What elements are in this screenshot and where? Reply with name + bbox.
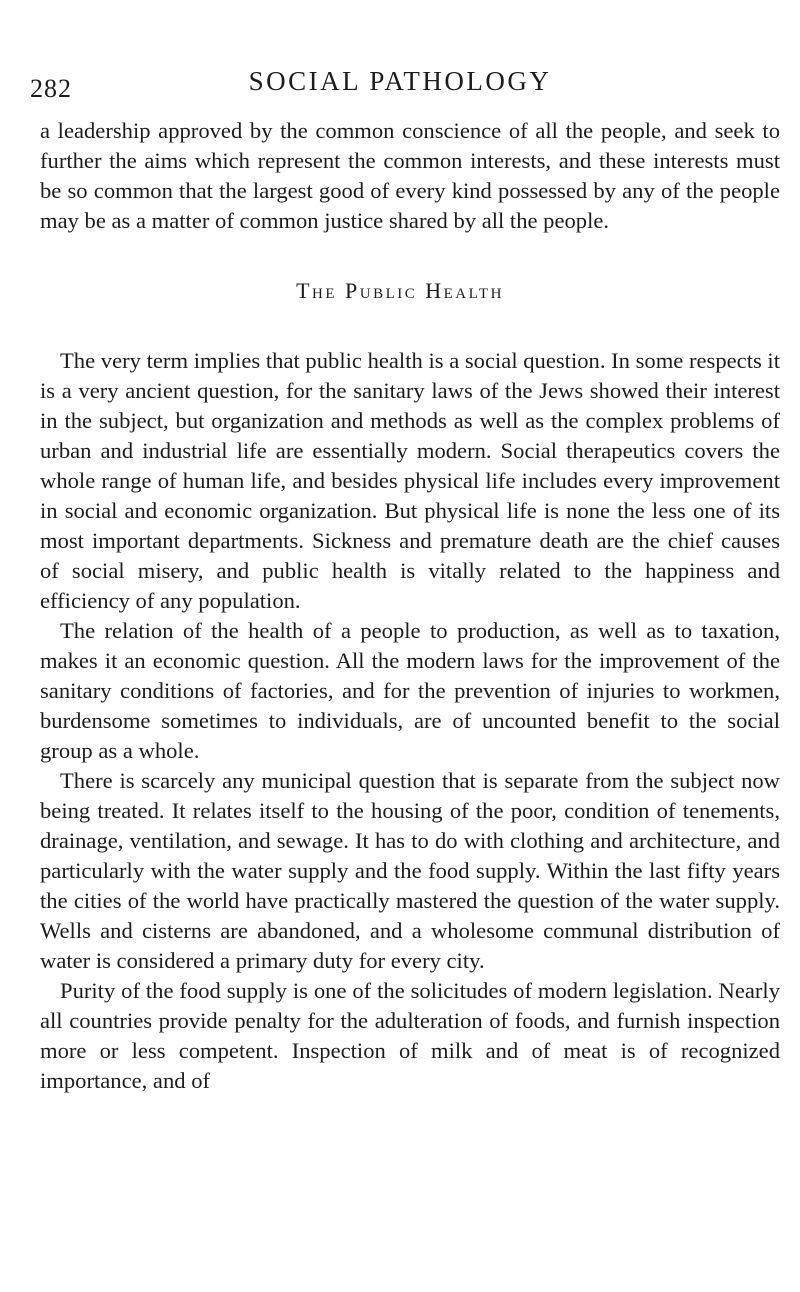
paragraph-4: Purity of the food supply is one of the solicitudes of modern legislation. Nearly all countries provide penalty for the adulteration of foods, and furnish inspection more or less competent. Inspection of milk and of meat is of recognized importance, and of	[40, 978, 780, 1093]
paragraph-2: The relation of the health of a people to production, as well as to taxation, makes it an economic question. All the modern laws for the improvement of the sanitary conditions of factories, and for the prevention of injuries to workmen, burdensome sometimes to individuals, are of uncounted benefit to the social group as a whole.	[40, 618, 780, 763]
page-number: 282	[30, 74, 72, 103]
section-body	[40, 346, 780, 1096]
running-head: SOCIAL PATHOLOGY	[248, 66, 552, 96]
paragraph-1: The very term implies that public health is a social question. In some respects it is a very ancient question, for the sanitary laws of the Jews showed their interest in the subject, but organization and methods as well as the complex problems of urban and industrial life are essentially modern. Social therapeutics covers the whole range of human life, and besides physical life includes every improvement in social and economic organization. But physical life is none the less one of its most important departments. Sickness and premature death are the chief causes of social misery, and public health is vitally related to the happiness and efficiency of any population.	[40, 348, 780, 613]
intro-paragraph	[40, 116, 780, 236]
paragraph: a leadership approved by the common conscience of all the people, and seek to further the aims which represent the common interests, and these interests must be so common that the largest good of every kind possessed by any of the people may be as a matter of common justice shared by all the people.	[40, 118, 780, 233]
paragraph-3: There is scarcely any municipal question that is separate from the subject now being treated. It relates itself to the housing of the poor, condition of tenements, drainage, ventilation, and sewage. It has to do with clothing and architecture, and particularly with the water supply and the food supply. Within the last fifty years the cities of the world have practically mastered the question of the water supply. Wells and cisterns are abandoned, and a wholesome communal distribution of water is considered a primary duty for every city.	[40, 768, 780, 973]
section-heading: The Public Health	[296, 278, 504, 303]
